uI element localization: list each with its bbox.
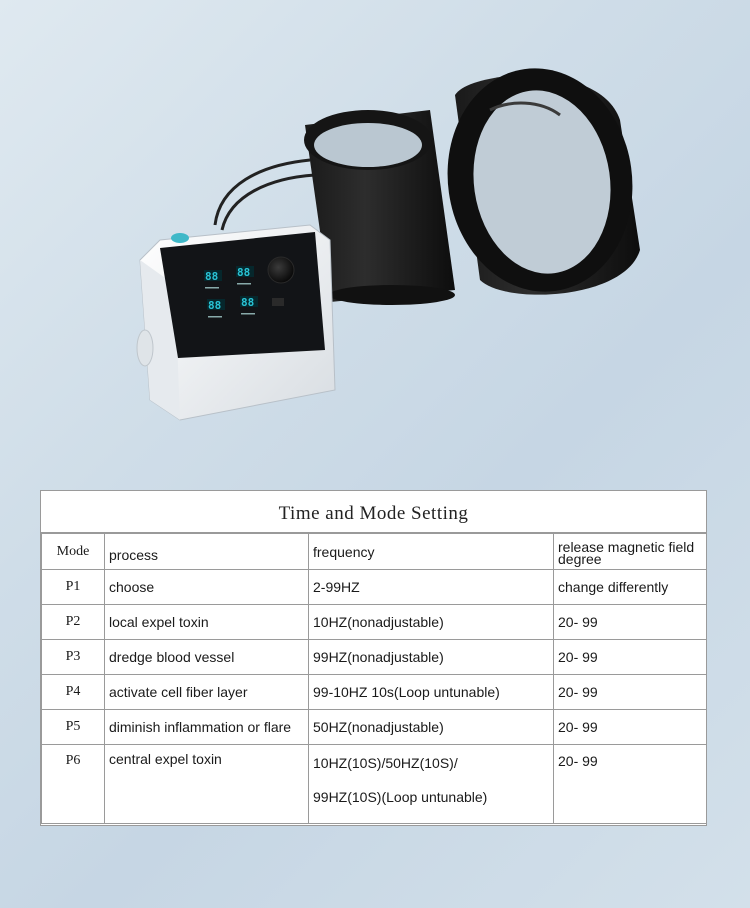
mode-settings-table <box>40 490 707 826</box>
row-process: local expel toxin <box>105 605 309 640</box>
table-title: Time and Mode Setting <box>41 491 706 533</box>
mode-button-icon <box>272 298 284 306</box>
row-frequency: 10HZ(nonadjustable) <box>309 605 554 640</box>
table-row <box>42 710 707 745</box>
row-release: 20- 99 <box>554 745 707 824</box>
display-2: 88 <box>237 266 251 279</box>
row-process: choose <box>105 570 309 605</box>
row-frequency: 99-10HZ 10s(Loop untunable) <box>309 675 554 710</box>
row-process: activate cell fiber layer <box>105 675 309 710</box>
header-process: process <box>105 534 309 570</box>
display-3: 88 <box>208 299 222 312</box>
row-process: central expel toxin <box>105 745 309 824</box>
row-release: 20- 99 <box>554 675 707 710</box>
row-mode: P6 <box>42 745 105 824</box>
row-frequency-line1: 10HZ(10S)/50HZ(10S)/ <box>313 755 458 771</box>
row-release: 20- 99 <box>554 640 707 675</box>
row-mode: P1 <box>42 570 105 605</box>
control-unit <box>137 225 335 420</box>
row-frequency <box>309 745 554 824</box>
table-row <box>42 675 707 710</box>
header-mode: Mode <box>42 534 105 570</box>
row-mode: P3 <box>42 640 105 675</box>
display-4: 88 <box>241 296 255 309</box>
header-frequency: frequency <box>309 534 554 570</box>
table-row <box>42 605 707 640</box>
row-frequency: 99HZ(nonadjustable) <box>309 640 554 675</box>
table-row <box>42 745 707 824</box>
row-mode: P5 <box>42 710 105 745</box>
row-release: change differently <box>554 570 707 605</box>
settings-grid <box>41 533 707 824</box>
row-release: 20- 99 <box>554 605 707 640</box>
row-mode: P2 <box>42 605 105 640</box>
table-row <box>42 570 707 605</box>
row-frequency: 2-99HZ <box>309 570 554 605</box>
magnetic-coil-right <box>433 56 646 303</box>
row-frequency: 50HZ(nonadjustable) <box>309 710 554 745</box>
row-process: diminish inflammation or flare <box>105 710 309 745</box>
table-header-row <box>42 534 707 570</box>
row-release: 20- 99 <box>554 710 707 745</box>
header-release: release magnetic field degree <box>554 534 707 570</box>
row-frequency-line2: 99HZ(10S)(Loop untunable) <box>313 789 488 805</box>
table-row <box>42 640 707 675</box>
knob-icon <box>268 257 294 283</box>
row-process: dredge blood vessel <box>105 640 309 675</box>
row-mode: P4 <box>42 675 105 710</box>
display-1: 88 <box>205 270 219 283</box>
